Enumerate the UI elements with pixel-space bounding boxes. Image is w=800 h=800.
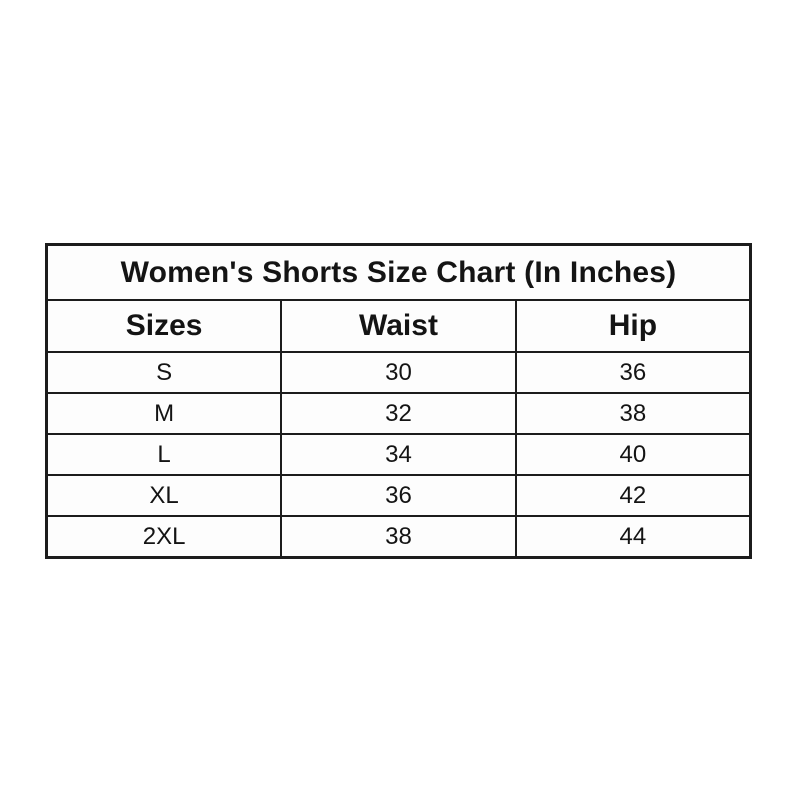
table-title: Women's Shorts Size Chart (In Inches) xyxy=(47,245,751,301)
size-cell: 2XL xyxy=(47,516,282,558)
table-title-row xyxy=(47,245,751,301)
table-row-m xyxy=(47,393,751,434)
size-cell: S xyxy=(47,352,282,393)
column-header-waist: Waist xyxy=(281,300,516,352)
table-row-s xyxy=(47,352,751,393)
table-row-2xl xyxy=(47,516,751,558)
waist-cell: 36 xyxy=(281,475,516,516)
table-row-xl xyxy=(47,475,751,516)
waist-cell: 34 xyxy=(281,434,516,475)
column-header-hip: Hip xyxy=(516,300,751,352)
waist-cell: 38 xyxy=(281,516,516,558)
waist-cell: 30 xyxy=(281,352,516,393)
hip-cell: 42 xyxy=(516,475,751,516)
hip-cell: 40 xyxy=(516,434,751,475)
hip-cell: 38 xyxy=(516,393,751,434)
column-header-sizes: Sizes xyxy=(47,300,282,352)
size-cell: XL xyxy=(47,475,282,516)
hip-cell: 44 xyxy=(516,516,751,558)
table-header-row xyxy=(47,300,751,352)
size-chart-table xyxy=(45,243,752,559)
size-cell: M xyxy=(47,393,282,434)
size-cell: L xyxy=(47,434,282,475)
waist-cell: 32 xyxy=(281,393,516,434)
hip-cell: 36 xyxy=(516,352,751,393)
table-row-l xyxy=(47,434,751,475)
